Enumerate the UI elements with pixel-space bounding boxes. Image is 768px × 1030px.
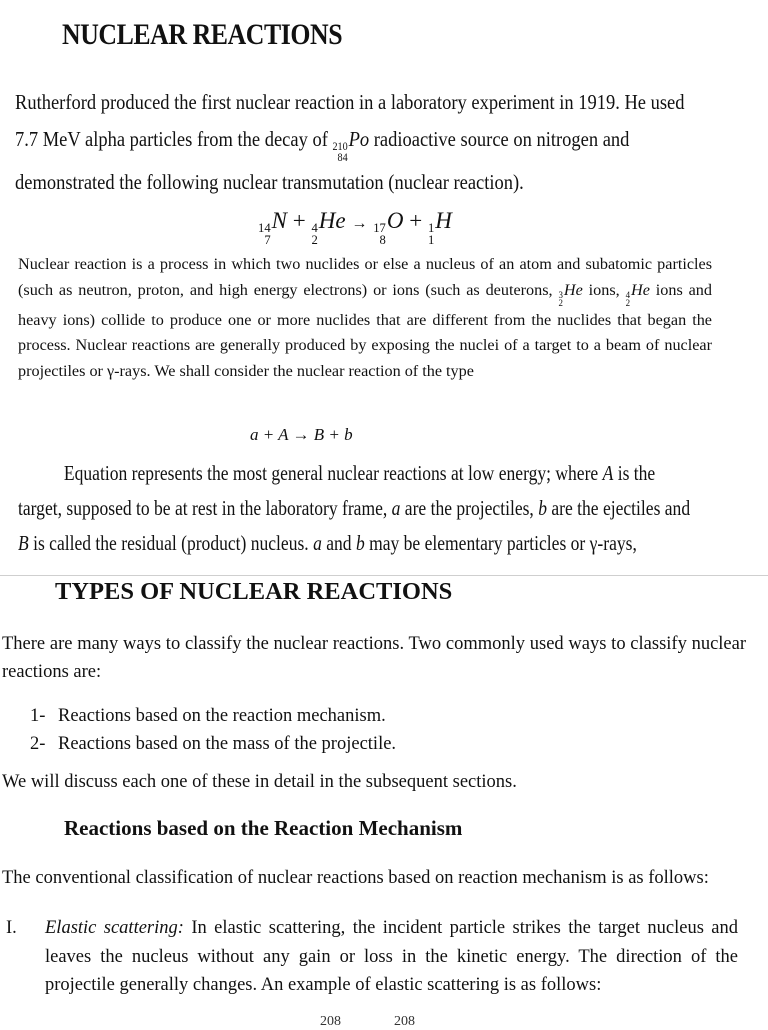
elastic-scattering-item [6, 914, 738, 1000]
item-description: In elastic scattering, the incident particle strikes the target nucleus and leaves the nucleus without any gain or loss in the kinetic energy. The direction of the projectile generally changes. An example of elastic scattering is as follows: [45, 918, 738, 995]
definition-paragraph: Nuclear reaction is a process in which two nuclides or else a nucleus of an atom and subatomic particles (such as neutron, proton, and high energy electrons) or ions (such as deuterons, 3 2 He ions, 4 2 He ions and heavy ions) collide to produce one or more nuclides that are different from the nuclides that began the process. Nuclear reactions are generally produced by exposing the nuclei of a target to a beam of nuclear projectiles or γ-rays. We shall consider the nuclear reaction of the type [18, 255, 712, 381]
subsection-heading: Reactions based on the Reaction Mechanism [64, 816, 463, 840]
discussion-note: We will discuss each one of these in detail in the subsequent sections. [2, 772, 517, 792]
types-of-reactions-section [0, 575, 768, 1029]
equation-explanation-paragraph: Equation represents the most general nuclear reactions at low energy; where A is the target, supposed to be at rest in the laboratory frame, a are the projectiles, b are the ejectiles and B is called the residual (product) nucleus. a and b may be elementary particles or γ-rays, [18, 461, 691, 555]
section-title: TYPES OF NUCLEAR REACTIONS [55, 578, 453, 605]
list-item: 1- Reactions based on the reaction mechanism. [30, 706, 386, 726]
intro-paragraph: Rutherford produced the first nuclear reaction in a laboratory experiment in 1919. He used 7.7 MeV alpha particles from the decay of 210 84 Po radioactive source on nitrogen and demonstrated the following nuclear transmutation (nuclear reaction). [15, 90, 685, 194]
section-title: NUCLEAR REACTIONS [62, 18, 343, 51]
list-item: 2- Reactions based on the mass of the projectile. [30, 734, 397, 754]
conventional-classification-text: The conventional classification of nuclear reactions based on reaction mechanism is as follows: [2, 868, 709, 888]
rutherford-reaction-equation: 14 7 N + 4 2 He → 17 8 O + 1 1 H [258, 208, 452, 248]
polonium-nuclide: 210 84 Po [332, 127, 370, 165]
partial-equation-cutoff: 208 208 [320, 1014, 415, 1029]
classification-list [30, 702, 396, 758]
item-number: I. [6, 918, 17, 938]
item-term: Elastic scattering: [45, 918, 184, 938]
classification-intro: There are many ways to classify the nuclear reactions. Two commonly used ways to classify nuclear reactions are: [2, 634, 746, 682]
general-reaction-equation: a + A → B + b [250, 425, 353, 444]
